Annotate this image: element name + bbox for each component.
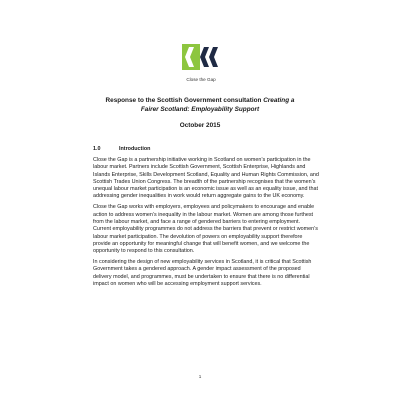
section-number: 1.0 bbox=[93, 146, 101, 152]
logo-caption: Close the Gap bbox=[186, 77, 216, 82]
document-heading bbox=[80, 97, 320, 114]
section-title: Introduction bbox=[119, 146, 151, 152]
logo-chevron-right-1 bbox=[200, 47, 209, 67]
paragraph-3: In considering the design of new employability services in Scotland, it is critical that Scottish Government takes a gendered approach. A gender impact assessment of the proposed delivery model, and programmes, must be undertaken to ensure that there is no differential impact on women who will be accessing employment support services. bbox=[93, 259, 312, 287]
document-date: October 2015 bbox=[179, 122, 221, 129]
page-number: 1 bbox=[198, 374, 202, 379]
paragraph-1: Close the Gap is a partnership initiative working in Scotland on women’s participation in the labour market. Partners include Scottish Government, Scottish Enterprise, Highlands and Islands Enterprise, Skills Development Scotland, Equality and Human Rights Commission, and Scottish Trades Union Congress. The breadth of the partnership recognises that the women’s unequal labour market participation is an economic issue as well as an equality issue, and that addressing gender inequalities in work would return aggregate gains to the UK economy. bbox=[93, 157, 319, 200]
heading-plain: Response to the Scottish Government consultation bbox=[105, 97, 264, 104]
close-the-gap-logo bbox=[182, 44, 220, 74]
paragraph-2: Close the Gap works with employers, employees and policymakers to encourage and enable action to address women’s inequality in the labour market. Women are among those furthest from the labour market, and face a range of gendered barriers to entering employment. Current employability programmes do not address the barriers that prevent or restrict women’s labour market participation. The devolution of powers on employability support therefore provide an opportunity for meaningful change that will benefit women, and we welcome the opportunity to respond to this consultation. bbox=[93, 204, 318, 255]
body-text bbox=[93, 157, 319, 292]
section-heading bbox=[93, 146, 150, 152]
heading-italic-2: Fairer Scotland: Employability Support bbox=[140, 105, 260, 113]
logo-chevron-right-2 bbox=[209, 47, 218, 67]
heading-italic-1: Creating a bbox=[263, 97, 295, 104]
